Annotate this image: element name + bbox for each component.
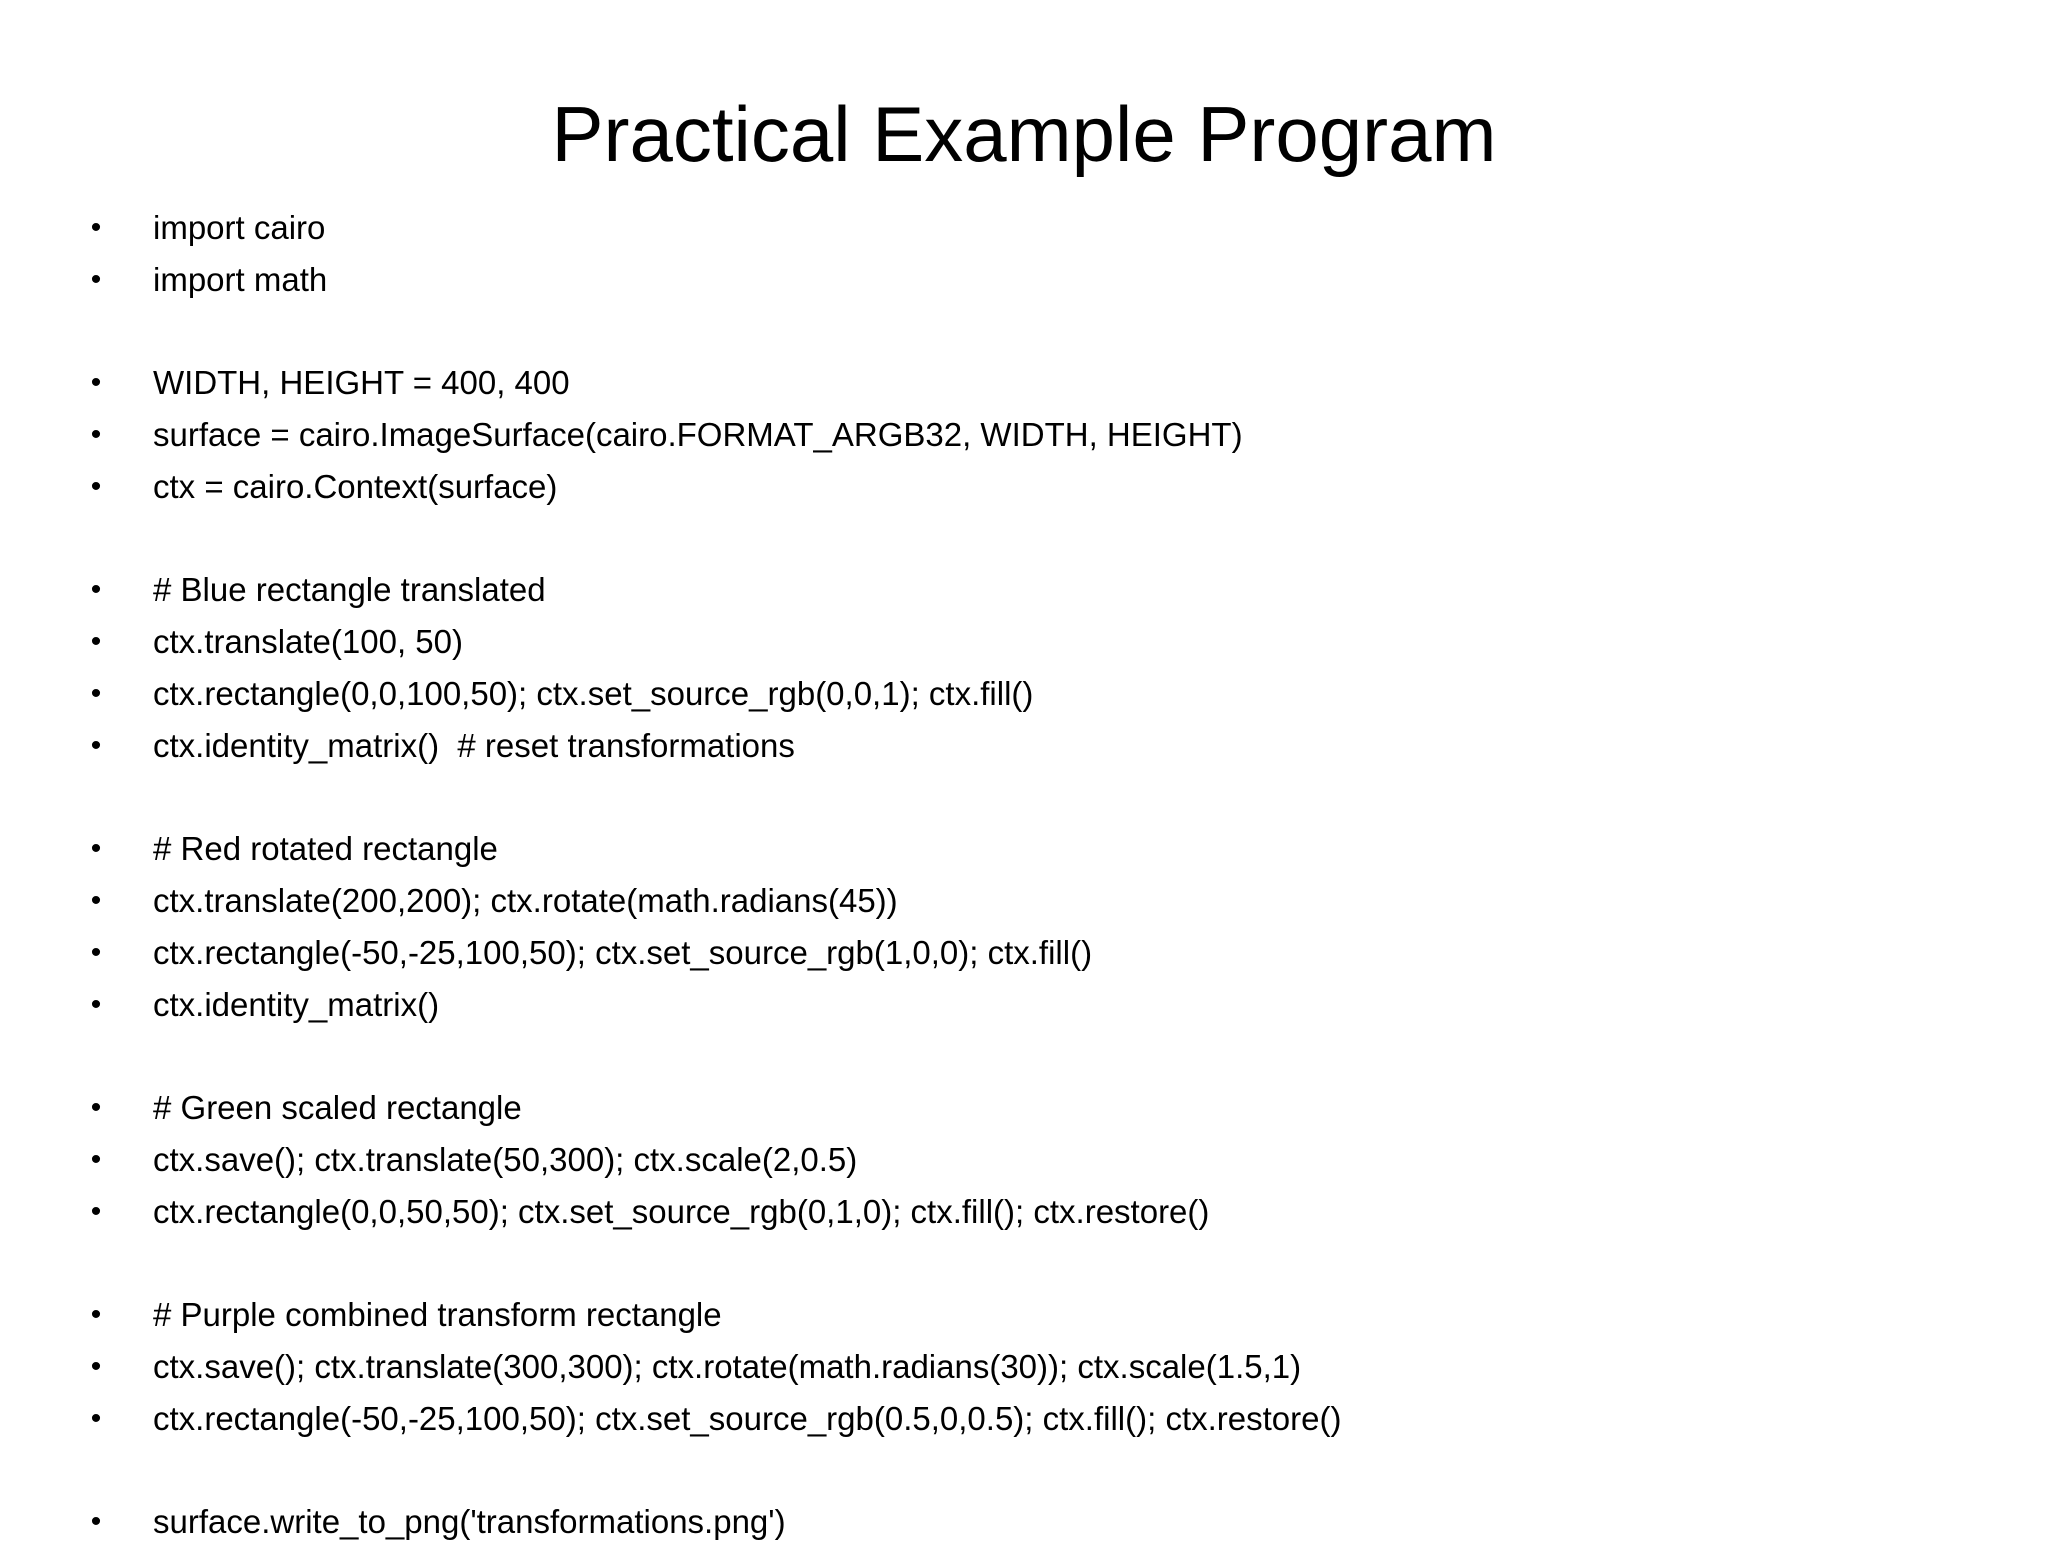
bullet-icon: • — [90, 988, 102, 1021]
list-item — [0, 461, 2048, 513]
list-item — [0, 1082, 2048, 1134]
list-item — [0, 202, 2048, 254]
code-line: ctx.rectangle(-50,-25,100,50); ctx.set_source_rgb(0.5,0,0.5); ctx.fill(); ctx.restore() — [153, 1400, 1342, 1437]
list-item — [0, 979, 2048, 1031]
list-item — [0, 927, 2048, 979]
list-item — [0, 1134, 2048, 1186]
bullet-icon: • — [90, 1505, 102, 1538]
bullet-icon: • — [90, 832, 102, 865]
bullet-icon: • — [90, 470, 102, 503]
list-item — [0, 1341, 2048, 1393]
code-line: WIDTH, HEIGHT = 400, 400 — [153, 364, 570, 401]
code-comment: # Green scaled rectangle — [153, 1089, 522, 1126]
code-comment: # Blue rectangle translated — [153, 571, 546, 608]
list-item — [0, 1393, 2048, 1445]
list-item — [0, 875, 2048, 927]
bullet-icon: • — [90, 366, 102, 399]
bullet-icon: • — [90, 1350, 102, 1383]
code-line: ctx.rectangle(0,0,50,50); ctx.set_source_rgb(0,1,0); ctx.fill(); ctx.restore() — [153, 1193, 1210, 1230]
list-item — [0, 616, 2048, 668]
bullet-icon: • — [90, 263, 102, 296]
bullet-icon: • — [90, 1298, 102, 1331]
code-line: ctx.save(); ctx.translate(300,300); ctx.rotate(math.radians(30)); ctx.scale(1.5,1) — [153, 1348, 1302, 1385]
list-item — [0, 720, 2048, 772]
code-comment: # Red rotated rectangle — [153, 830, 498, 867]
code-line: ctx.rectangle(0,0,100,50); ctx.set_source_rgb(0,0,1); ctx.fill() — [153, 675, 1034, 712]
bullet-icon: • — [90, 729, 102, 762]
code-line: ctx.translate(100, 50) — [153, 623, 463, 660]
bullet-icon: • — [90, 211, 102, 244]
code-line: ctx = cairo.Context(surface) — [153, 468, 558, 505]
bullet-icon: • — [90, 677, 102, 710]
code-line: ctx.identity_matrix() — [153, 986, 440, 1023]
list-item — [0, 668, 2048, 720]
list-item — [0, 823, 2048, 875]
code-line: import cairo — [153, 209, 326, 246]
code-line: ctx.rectangle(-50,-25,100,50); ctx.set_source_rgb(1,0,0); ctx.fill() — [153, 934, 1093, 971]
list-item — [0, 254, 2048, 306]
bullet-icon: • — [90, 418, 102, 451]
list-item — [0, 564, 2048, 616]
code-line: ctx.translate(200,200); ctx.rotate(math.radians(45)) — [153, 882, 898, 919]
bullet-icon: • — [90, 1402, 102, 1435]
code-comment: # Purple combined transform rectangle — [153, 1296, 722, 1333]
bullet-icon: • — [90, 1195, 102, 1228]
list-item — [0, 1289, 2048, 1341]
bullet-icon: • — [90, 1143, 102, 1176]
code-line: import math — [153, 261, 328, 298]
code-line: ctx.identity_matrix() # reset transformations — [153, 727, 795, 764]
bullet-icon: • — [90, 573, 102, 606]
list-item — [0, 1496, 2048, 1548]
list-item — [0, 1186, 2048, 1238]
code-line: surface = cairo.ImageSurface(cairo.FORMAT_ARGB32, WIDTH, HEIGHT) — [153, 416, 1243, 453]
code-line: ctx.save(); ctx.translate(50,300); ctx.scale(2,0.5) — [153, 1141, 858, 1178]
bullet-icon: • — [90, 1091, 102, 1124]
slide-title: Practical Example Program — [551, 90, 1497, 178]
bullet-icon: • — [90, 884, 102, 917]
bullet-icon: • — [90, 936, 102, 969]
list-item — [0, 409, 2048, 461]
bullet-icon: • — [90, 625, 102, 658]
list-item — [0, 357, 2048, 409]
code-line: surface.write_to_png('transformations.png') — [153, 1503, 786, 1540]
